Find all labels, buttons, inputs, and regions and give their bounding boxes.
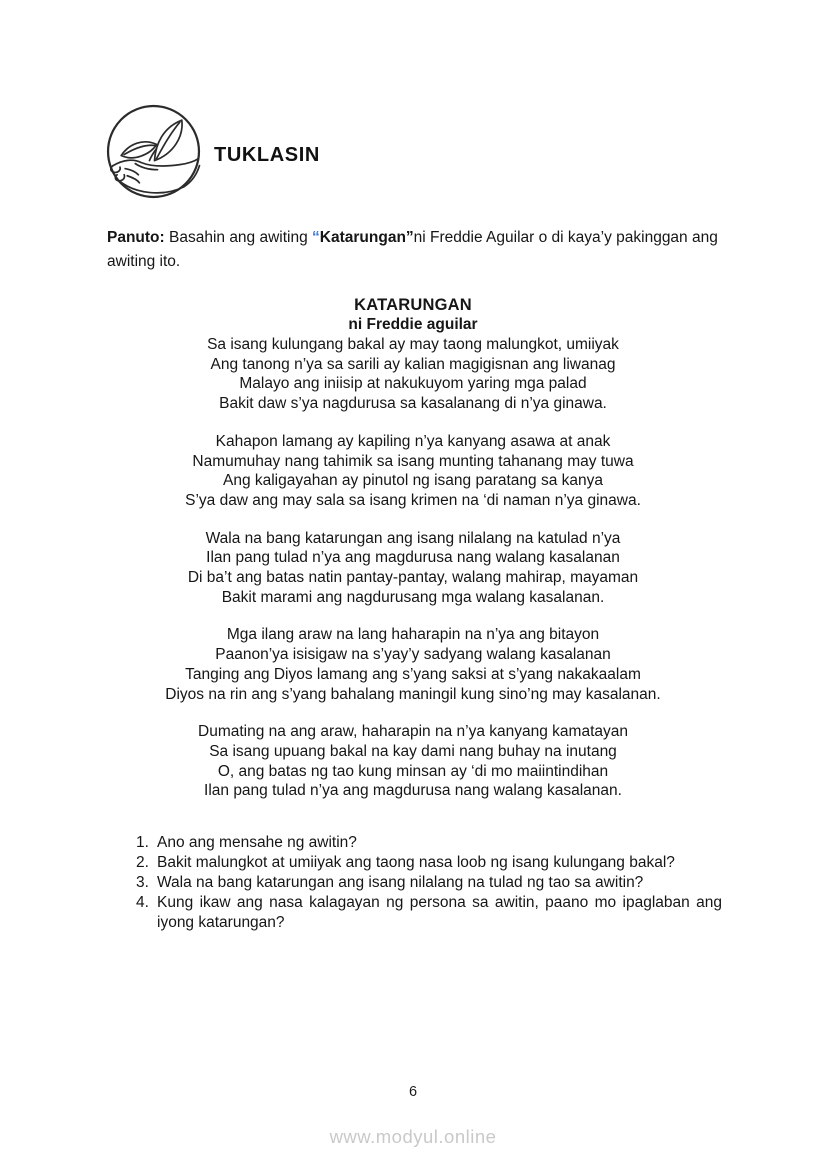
verse-line: Malayo ang iniisip at nakukuyom yaring mga palad [239,375,587,393]
verse-line: Bakit marami ang nagdurusang mga walang kasalanan. [221,588,605,606]
verse-line: O, ang batas ng tao kung minsan ay ‘di mo maiintindihan [217,762,609,780]
song-title-inline: Katarungan” [319,229,414,246]
instructions-label: Panuto: [107,229,165,246]
stanza-4 [0,625,826,704]
verse-line: Wala na bang katarungan ang isang nilalang na katulad n’ya [205,529,621,547]
verse-line: Diyos na rin ang s’yang bahalang maningil kung sino’ng may kasalanan. [165,685,661,703]
verse-line: Sa isang kulungang bakal ay may taong malungkot, umiiyak [207,336,619,353]
verse-line: Kahapon lamang ay kapiling n’ya kanyang asawa at anak [215,432,611,450]
open-quote-mark: “ [312,229,320,246]
verse-line: Tanging ang Diyos lamang ang s’yang saksi at s’yang nakakaalam [185,665,641,683]
verse-line: Ilan pang tulad n’ya ang magdurusa nang walang kasalanan. [204,782,622,800]
song-title: KATARUNGAN [354,296,472,314]
verse-line: Dumating na ang araw, haharapin na n’ya kanyang kamatayan [198,723,628,741]
song-lyrics-block [0,295,826,801]
section-title: TUKLASIN [214,144,320,166]
verse-line: Mga ilang araw na lang haharapin na n’ya ang bitayon [226,626,600,644]
question-number: 2. [136,853,149,871]
question-text: Ano ang mensahe ng awitin? [157,834,357,851]
verse-line: Sa isang upuang bakal na kay dami nang buhay na inutang [209,742,617,760]
instructions-paragraph [107,226,731,274]
question-item [136,833,722,853]
question-item [136,853,722,873]
question-item [136,873,722,893]
question-list [136,833,722,933]
verse-line: Bakit daw s’ya nagdurusa sa kasalanang di n’ya ginawa. [219,395,607,413]
question-number: 3. [136,873,149,891]
verse-line: Ang kaligayahan ay pinutol ng isang paratang sa kanya [222,472,604,490]
song-author: ni Freddie aguilar [348,316,478,333]
question-text: Kung ikaw ang nasa kalagayan ng persona sa awitin, paano mo ipaglaban ang iyong katarungan? [157,893,722,931]
hand-holding-leaves-icon [105,103,202,200]
question-number: 4. [136,893,149,911]
verse-line: Namumuhay nang tahimik sa isang munting tahanang may tuwa [192,452,634,470]
verse-line: Ang tanong n’ya sa sarili ay kalian magigisnan ang liwanag [210,355,616,373]
instructions-text-before: Basahin ang awiting [164,229,313,246]
verse-line: Ilan pang tulad n’ya ang magdurusa nang walang kasalanan [206,549,620,567]
stanza-5 [0,722,826,801]
verse-line: Di ba’t ang batas natin pantay-pantay, walang mahirap, mayaman [187,569,639,587]
stanza-2 [0,432,826,511]
stanza-1 [0,335,826,414]
watermark: www.modyul.online [329,1126,497,1147]
question-number: 1. [136,834,149,851]
verse-line: S’ya daw ang may sala sa isang krimen na ‘di naman n’ya ginawa. [185,491,641,509]
question-item [136,893,722,933]
instructions-text-after: ni Freddie Aguilar o di kaya’y pakinggan ang awiting ito. [107,229,718,270]
verse-line: Paanon’ya isisigaw na s’yay’y sadyang walang kasalanan [215,646,611,664]
page-number: 6 [408,1084,418,1100]
question-text: Bakit malungkot at umiiyak ang taong nasa loob ng isang kulungang bakal? [157,853,675,871]
question-text: Wala na bang katarungan ang isang nilalang na tulad ng tao sa awitin? [157,873,644,891]
stanza-3 [0,529,826,608]
